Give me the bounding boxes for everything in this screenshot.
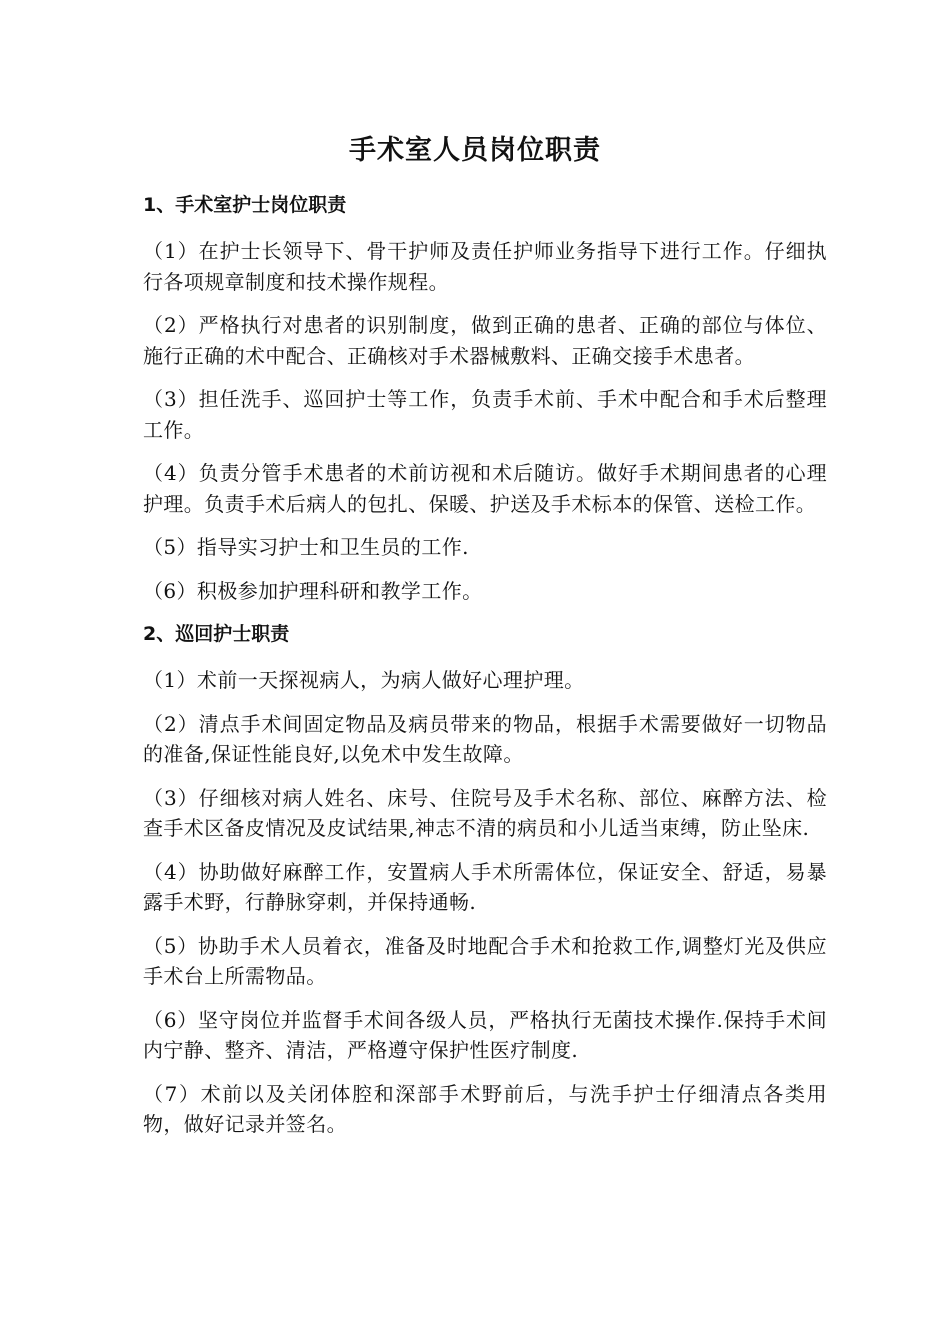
document-title: 手术室人员岗位职责 — [349, 135, 601, 166]
section-heading: 1、手术室护士岗位职责 — [143, 194, 347, 216]
paragraph: （4）协助做好麻醉工作，安置病人手术所需体位，保证安全、舒适，易暴露手术野，行静脉穿刺，并保持通畅. — [143, 859, 827, 914]
document-content — [143, 190, 827, 1153]
paragraph: （4）负责分管手术患者的术前访视和术后随访。做好手术期间患者的心理护理。负责手术后病人的包扎、保暖、护送及手术标本的保管、送检工作。 — [143, 461, 827, 516]
paragraph: （2）清点手术间固定物品及病员带来的物品，根据手术需要做好一切物品的准备,保证性能良好,以免术中发生故障。 — [143, 711, 827, 766]
paragraph: （5）协助手术人员着衣，准备及时地配合手术和抢救工作,调整灯光及供应手术台上所需物品。 — [143, 933, 827, 988]
paragraph: （3）仔细核对病人姓名、床号、住院号及手术名称、部位、麻醉方法、检查手术区备皮情况及皮试结果,神志不清的病员和小儿适当束缚，防止坠床. — [143, 785, 827, 840]
paragraph: （7）术前以及关闭体腔和深部手术野前后，与洗手护士仔细清点各类用物，做好记录并签名。 — [143, 1081, 827, 1136]
section-nurse-duties — [143, 190, 827, 606]
paragraph: （1）术前一天探视病人，为病人做好心理护理。 — [143, 668, 585, 692]
paragraph: （6）积极参加护理科研和教学工作。 — [143, 578, 483, 603]
paragraph: （3）担任洗手、巡回护士等工作，负责手术前、手术中配合和手术后整理工作。 — [143, 387, 827, 442]
paragraph: （2）严格执行对患者的识别制度，做到正确的患者、正确的部位与体位、施行正确的术中配合、正确核对手术器械敷料、正确交接手术患者。 — [143, 313, 827, 368]
paragraph: （1）在护士长领导下、骨干护师及责任护师业务指导下进行工作。仔细执行各项规章制度和技术操作规程。 — [143, 239, 827, 294]
paragraph: （5）指导实习护士和卫生员的工作. — [143, 535, 469, 559]
section-heading: 2、巡回护士职责 — [143, 623, 290, 645]
section-circulating-nurse-duties — [143, 619, 827, 1140]
paragraph: （6）坚守岗位并监督手术间各级人员，严格执行无菌技术操作.保持手术间内宁静、整齐、清洁，严格遵守保护性医疗制度. — [143, 1007, 827, 1062]
